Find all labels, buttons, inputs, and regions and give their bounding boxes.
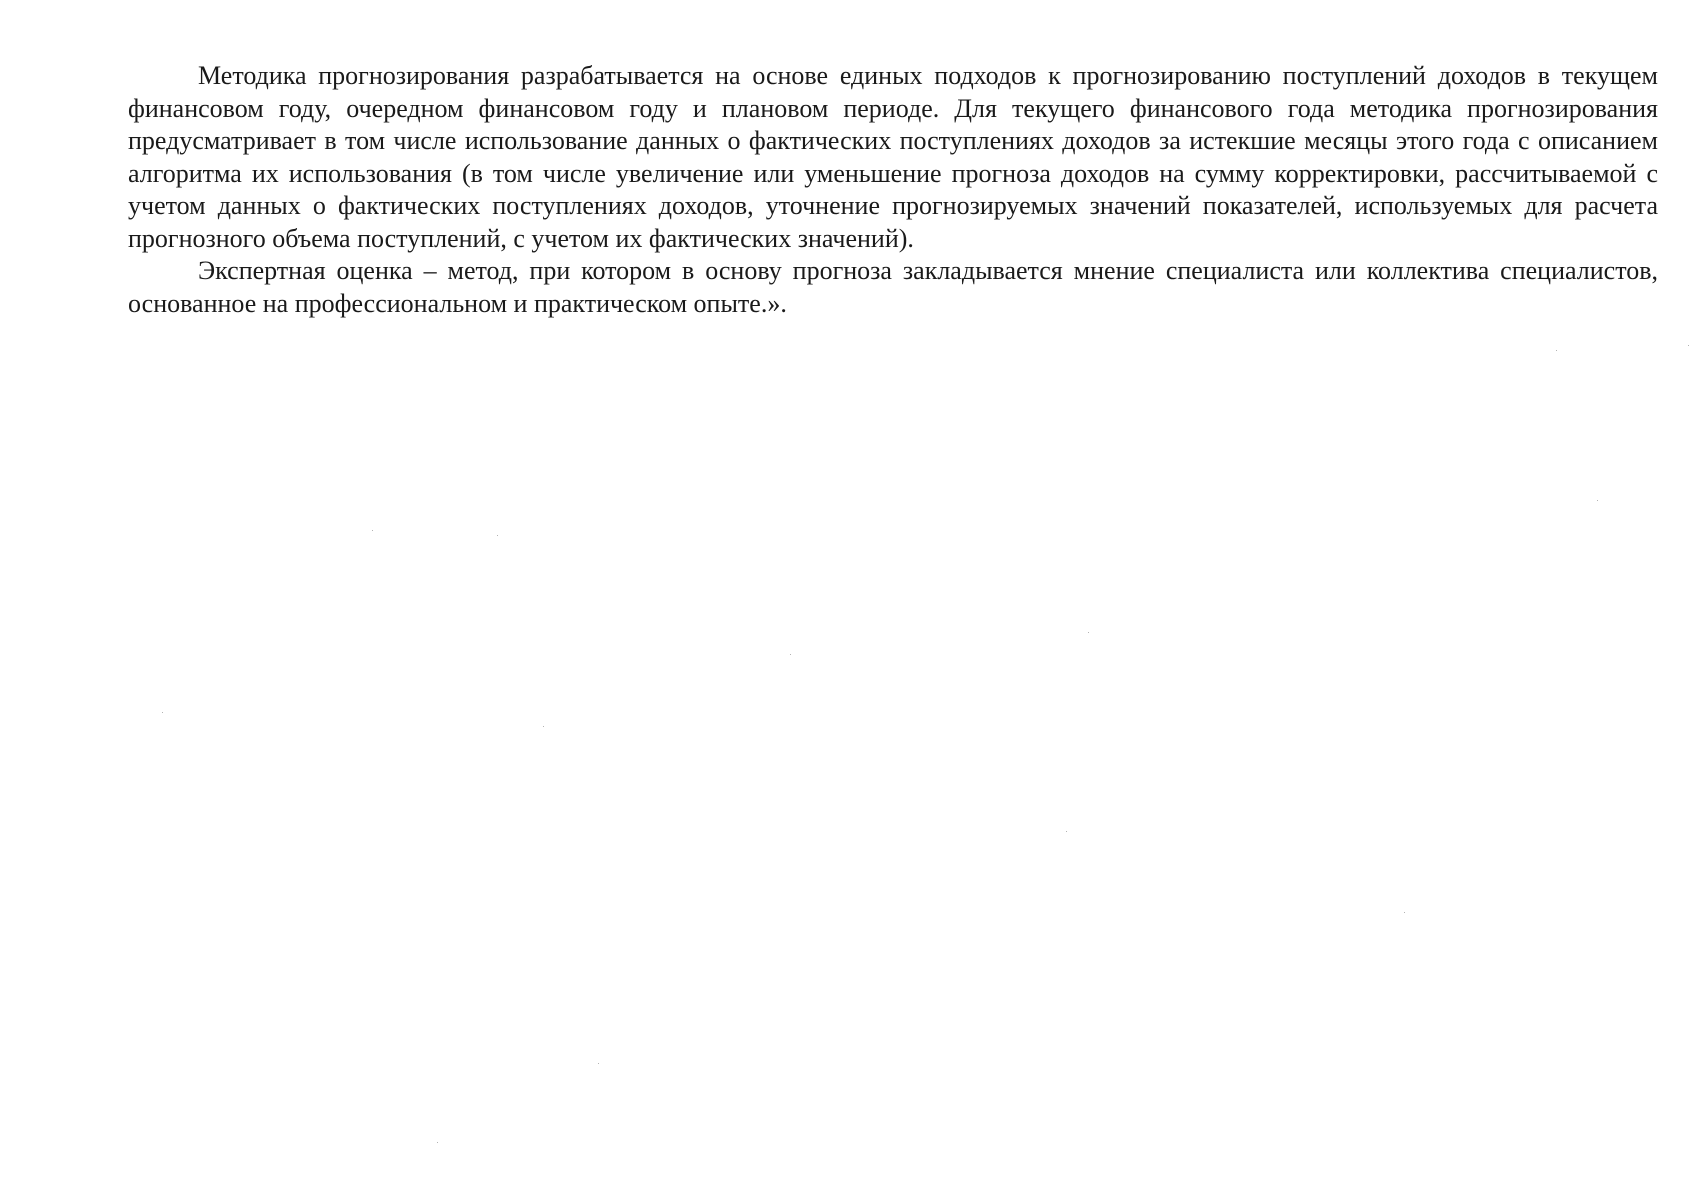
scan-speck	[372, 530, 373, 531]
scan-speck	[1088, 632, 1089, 633]
scan-speck	[1066, 831, 1067, 832]
scan-speck	[1688, 345, 1689, 346]
scan-speck	[790, 654, 791, 655]
scan-speck	[1404, 912, 1405, 913]
scan-speck	[497, 535, 498, 536]
scan-speck	[543, 726, 544, 727]
paragraph-expert-assessment: Экспертная оценка – метод, при котором в основу прогноза закладывается мнение специалиста или коллектива специалистов, основанное на профессиональном и практическом опыте.».	[128, 256, 1658, 318]
scan-speck	[598, 1063, 599, 1064]
scan-speck	[1556, 350, 1557, 351]
scan-speck	[1597, 500, 1598, 501]
document-body	[128, 60, 1658, 320]
scan-speck	[437, 1142, 438, 1143]
paragraph-forecasting-methodology: Методика прогнозирования разрабатывается на основе единых подходов к прогнозированию поступлений доходов в текущем финансовом году, очередном финансовом году и плановом периоде. Для текущего финансового года методика прогнозирования предусматривает в том числе использование данных о фактических поступлениях доходов за истекшие месяцы этого года с описанием алгоритма их использования (в том числе увеличение или уменьшение прогноза доходов на сумму корректировки, рассчитываемой с учетом данных о фактических поступлениях доходов, уточнение прогнозируемых значений показателей, используемых для расчета прогнозного объема поступлений, с учетом их фактических значений).	[128, 61, 1658, 253]
scan-speck	[162, 712, 163, 713]
